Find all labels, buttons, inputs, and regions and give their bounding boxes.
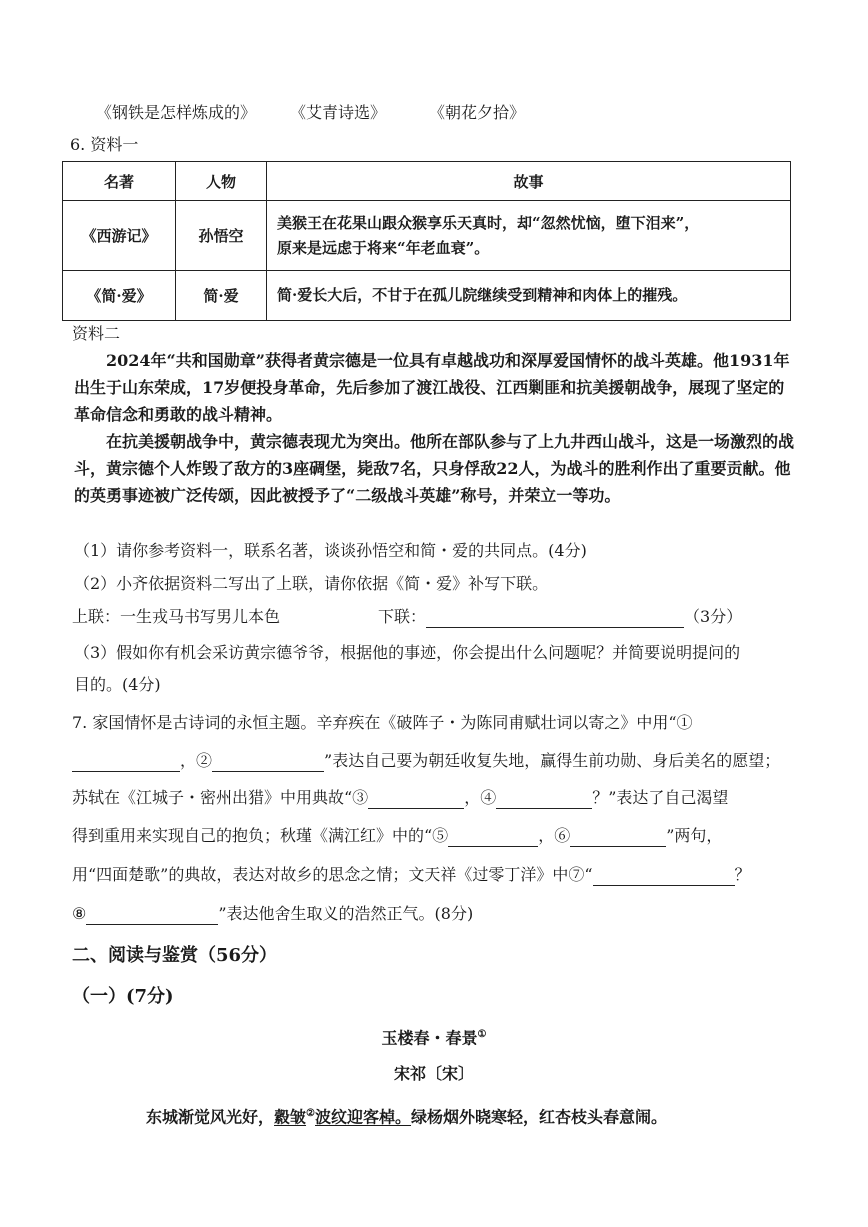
answer-blank[interactable] <box>86 906 218 925</box>
answer-blank[interactable] <box>426 609 684 628</box>
table-header: 人物 <box>176 162 267 201</box>
material-2-label: 资料二 <box>72 324 121 343</box>
table-header-row <box>63 162 791 201</box>
answer-blank[interactable] <box>593 867 735 886</box>
book-title: 《钢铁是怎样炼成的》 <box>96 103 257 122</box>
q7-text: ？”表达了自己渴望 <box>592 788 729 807</box>
poem-author: 宋祁〔宋〕 <box>393 1064 474 1083</box>
section-heading: 二、阅读与鉴赏（56分） <box>72 945 278 966</box>
answer-blank[interactable] <box>448 828 538 847</box>
story-line: 美猴王在花果山跟众猴享乐天真时，却“忽然忧恼，堕下泪来”， <box>277 213 700 232</box>
poem-title <box>0 1024 868 1049</box>
poem-line <box>146 1103 667 1128</box>
q7-text: ，④ <box>464 788 497 807</box>
table-row <box>63 201 791 271</box>
material-2-paragraph: 在抗美援朝战争中，黄宗德表现尤为突出。他所在部队参与了上九井西山战斗，这是一场激烈的战斗，黄宗德个人炸毁了敌方的3座碉堡，毙敌7名，只身俘敌22人，为战斗的胜利作出了重要贡献。他的英勇事迹被广泛传颂，因此被授予了“二级战斗英雄”称号，并荣立一等功。 <box>74 432 795 505</box>
answer-blank[interactable] <box>368 790 464 809</box>
table-header: 故事 <box>267 162 791 201</box>
question-6-label: 6. 资料一 <box>70 135 139 154</box>
q7-text: 用“四面楚歌”的典故，表达对故乡的思念之情；文天祥《过零丁洋》中⑦“ <box>72 865 593 884</box>
book-title: 《艾青诗选》 <box>290 103 387 122</box>
table-cell-book: 《简·爱》 <box>63 271 176 321</box>
q7-text: ”表达自己要为朝廷收复失地，赢得生前功勋、身后美名的愿望； <box>324 751 781 770</box>
question-7-line <box>72 903 473 925</box>
poem-text-underlined: 波纹迎客棹。 <box>315 1107 412 1127</box>
material-1-table <box>62 161 791 321</box>
q7-text: ，⑥ <box>538 826 571 845</box>
question-7-line <box>72 825 722 847</box>
footnote-mark: ① <box>477 1029 487 1040</box>
table-row <box>63 271 791 321</box>
question-6-1: （1）请你参考资料一，联系名著，谈谈孙悟空和简・爱的共同点。(4分) <box>74 541 587 560</box>
table-cell-person: 简·爱 <box>176 271 267 321</box>
table-cell-person: 孙悟空 <box>176 201 267 271</box>
question-6-2: （2）小齐依据资料二写出了上联，请你依据《简・爱》补写下联。 <box>74 574 549 593</box>
q7-text: ”两句， <box>666 826 723 845</box>
table-header: 名著 <box>63 162 176 201</box>
answer-blank[interactable] <box>570 828 666 847</box>
part-heading: （一）(7分) <box>72 986 174 1007</box>
answer-blank[interactable] <box>72 753 180 772</box>
question-7-line: 7. 家国情怀是古诗词的永恒主题。辛弃疾在《破阵子・为陈同甫赋壮词以寄之》中用“① <box>72 713 693 732</box>
question-7-line <box>72 787 728 809</box>
q7-text: 得到重用来实现自己的抱负；秋瑾《满江红》中的“⑤ <box>72 826 449 845</box>
answer-blank[interactable] <box>212 753 324 772</box>
table-cell-story <box>267 201 791 271</box>
poem-title-text: 玉楼春・春景 <box>381 1028 478 1048</box>
q7-text: ⑧ <box>72 904 87 923</box>
poem-text: 绿杨烟外晓寒轻，红杏枝头春意闹。 <box>411 1107 668 1127</box>
question-7-line <box>72 750 780 772</box>
footnote-mark: ② <box>306 1108 315 1119</box>
couplet-points: （3分） <box>684 607 743 626</box>
story-line: 简·爱长大后，不甘于在孤儿院继续受到精神和肉体上的摧残。 <box>277 286 688 304</box>
poem-text-underlined: 縠皱 <box>274 1107 307 1127</box>
question-6-3-cont: 目的。(4分) <box>74 675 161 694</box>
book-title: 《朝花夕拾》 <box>429 103 526 122</box>
q7-text: ？ <box>734 865 751 884</box>
answer-blank[interactable] <box>496 790 592 809</box>
material-2-paragraph: 2024年“共和国勋章”获得者黄宗德是一位具有卓越战功和深厚爱国情怀的战斗英雄。他1931年出生于山东荣成，17岁便投身革命，先后参加了渡江战役、江西剿匪和抗美援朝战争，展现了坚定的革命信念和勇敢的战斗精神。 <box>74 351 790 424</box>
q7-text: ，② <box>180 751 213 770</box>
question-6-3: （3）假如你有机会采访黄宗德爷爷，根据他的事迹，你会提出什么问题呢？并简要说明提问的 <box>74 643 741 662</box>
q7-text: ”表达他舍生取义的浩然正气。(8分) <box>218 904 474 923</box>
couplet-upper: 上联：一生戎马书写男儿本色 <box>72 607 281 626</box>
table-cell-book: 《西游记》 <box>63 201 176 271</box>
q7-text: 苏轼在《江城子・密州出猎》中用典故“③ <box>72 788 369 807</box>
couplet-lower-label: 下联： <box>378 607 427 626</box>
table-cell-story <box>267 271 791 321</box>
question-7-line <box>72 864 751 886</box>
poem-text: 东城渐觉风光好， <box>146 1107 275 1127</box>
couplet-lower <box>378 606 742 628</box>
story-line: 原来是远虑于将来“年老血衰”。 <box>277 238 490 257</box>
